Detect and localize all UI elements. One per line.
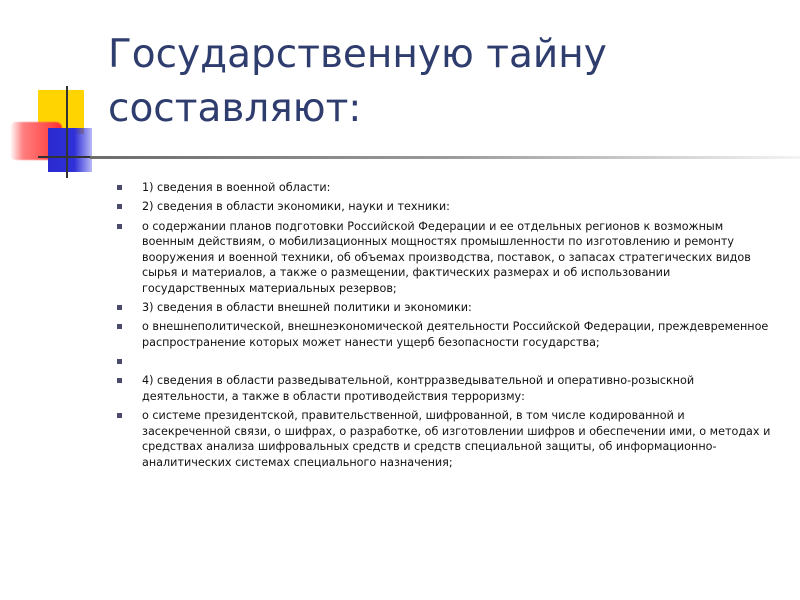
list-item xyxy=(116,408,776,470)
square-bullet-icon xyxy=(117,324,122,329)
square-bullet-icon xyxy=(117,224,122,229)
list-item-text: о содержании планов подготовки Российской Федерации и ее отдельных регионов к возможным военным действиям, о мобилизационных мощностях промышленности по изготовлению и ремонту вооружения и военной техники, об объемах производства, поставок, о запасах стратегических видов сырья и материалов, а также о размещении, фактических размерах и об использовании государственных материальных резервов; xyxy=(142,219,751,295)
title-underline xyxy=(90,156,800,159)
bullet-list xyxy=(116,180,776,474)
list-item xyxy=(116,319,776,350)
list-item-text: 1) сведения в военной области: xyxy=(142,181,331,194)
list-item-text: 4) сведения в области разведывательной, контрразведывательной и оперативно-розыскной деятельности, а также в области противодействия терроризму: xyxy=(142,374,695,403)
square-bullet-icon xyxy=(117,378,122,383)
slide-title: Государственную тайну составляют: xyxy=(108,32,607,131)
list-item xyxy=(116,373,776,404)
list-item-text: 2) сведения в области экономики, науки и техники: xyxy=(142,200,450,214)
vertical-line-decoration xyxy=(66,86,68,178)
list-item xyxy=(116,354,776,370)
list-item xyxy=(116,199,776,215)
square-bullet-icon xyxy=(117,185,122,190)
square-bullet-icon xyxy=(117,204,122,209)
square-bullet-icon xyxy=(117,413,122,418)
square-bullet-icon xyxy=(117,359,122,364)
list-item xyxy=(116,219,776,297)
list-item xyxy=(116,300,776,316)
square-bullet-icon xyxy=(117,305,122,310)
list-item-text: 3) сведения в области внешней политики и экономики: xyxy=(142,300,472,314)
list-item xyxy=(116,180,776,196)
list-item-text: о системе президентской, правительственной, шифрованной, в том числе кодированной и засекреченной связи, о шифрах, о разработке, об изготовлении шифров и обеспечении ими, о методах и средствах анализа шифровальных средств и средств специальной защиты, об информационно-аналитических системах специального назначения; xyxy=(142,409,771,469)
blue-square-decoration xyxy=(48,128,92,172)
list-item-text: о внешнеполитической, внешнеэкономической деятельности Российской Федерации, преждевременное распространение которых может нанести ущерб безопасности государства; xyxy=(142,320,769,349)
corner-logo-decoration xyxy=(0,0,120,190)
